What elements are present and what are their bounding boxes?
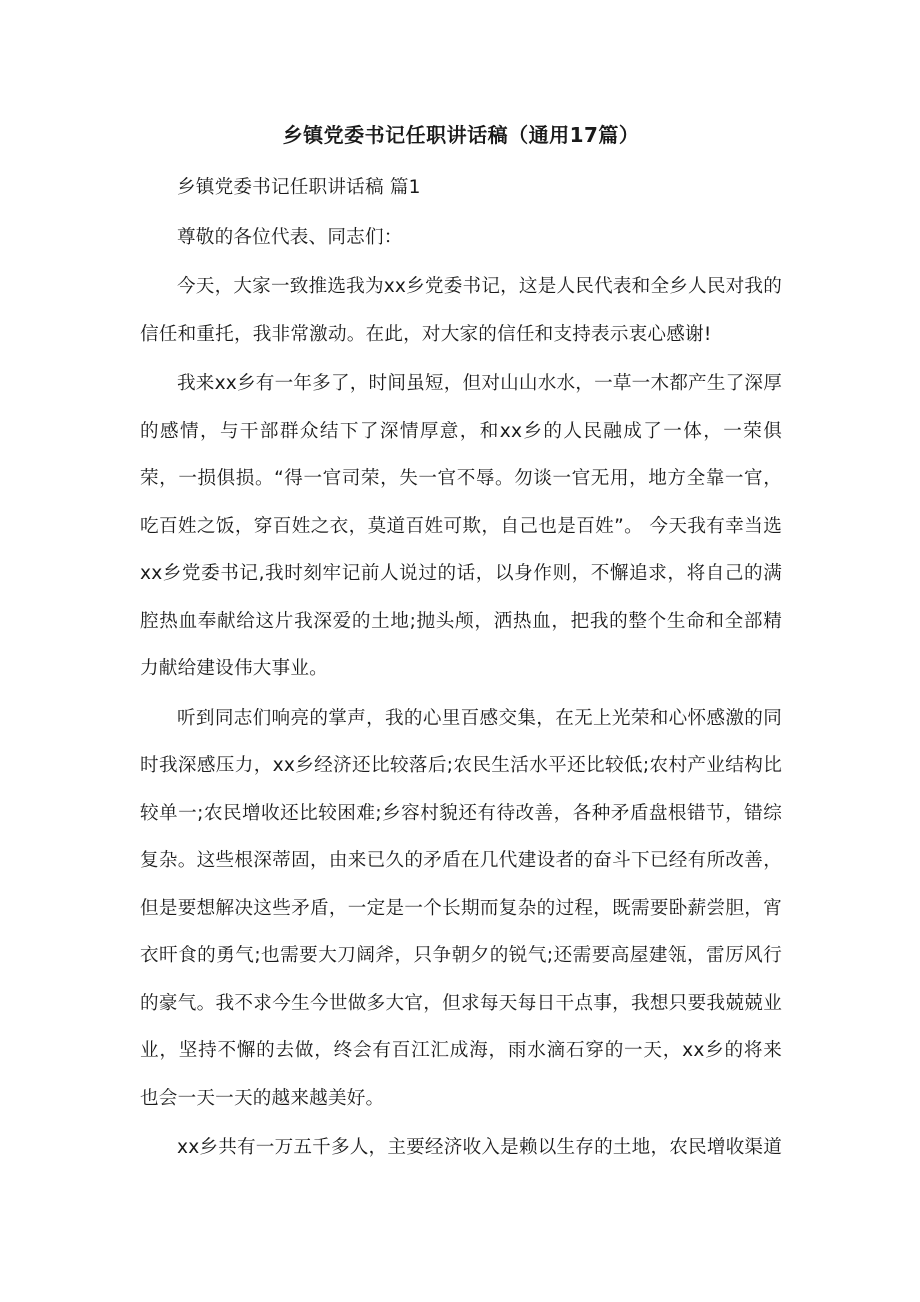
salutation: 尊敬的各位代表、同志们：: [177, 226, 403, 248]
paragraph-1: 今天，大家一致推选我为xx乡党委书记，这是人民代表和全乡人民对我的信任和重托，我非常激动。在此，对大家的信任和支持表示衷心感谢!: [140, 276, 783, 345]
paragraph-3: 听到同志们响亮的掌声，我的心里百感交集，在无上光荣和心怀感激的同时我深感压力，xx乡经济还比较落后;农民生活水平还比较低;农村产业结构比较单一;农民增收还比较困难;乡容村貌还有待改善，各种矛盾盘根错节，错综复杂。这些根深蒂固，由来已久的矛盾在几代建设者的奋斗下已经有所改善，但是要想解决这些矛盾，一定是一个长期而复杂的过程，既需要卧薪尝胆，宵衣旰食的勇气;也需要大刀阔斧，只争朝夕的锐气;还需要高屋建瓴，雷厉风行的豪气。我不求今生今世做多大官，但求每天每日干点事，我想只要我兢兢业业，坚持不懈的去做，终会有百江汇成海，雨水滴石穿的一天，xx乡的将来也会一天一天的越来越美好。: [140, 707, 782, 1109]
paragraph-2: 我来xx乡有一年多了，时间虽短，但对山山水水，一草一木都产生了深厚的感情，与干部群众结下了深情厚意，和xx乡的人民融成了一体，一荣俱荣，一损俱损。“得一官司荣，失一官不辱。勿谈一官无用，地方全靠一官，吃百姓之饭，穿百姓之衣，莫道百姓可欺，自己也是百姓”。 今天我有幸当选xx乡党委书记,我时刻牢记前人说过的话，以身作则，不懈追求，将自己的满腔热血奉献给这片我深爱的土地;抛头颅，洒热血，把我的整个生命和全部精力献给建设伟大事业。: [140, 373, 783, 679]
paragraph-4: xx乡共有一万五千多人，主要经济收入是赖以生存的土地，农民增收渠道: [177, 1137, 783, 1158]
document-subtitle: 乡镇党委书记任职讲话稿 篇1: [177, 177, 421, 198]
document-title: 乡镇党委书记任职讲话稿（通用17篇）: [282, 123, 640, 147]
document-page: [140, 118, 782, 1172]
